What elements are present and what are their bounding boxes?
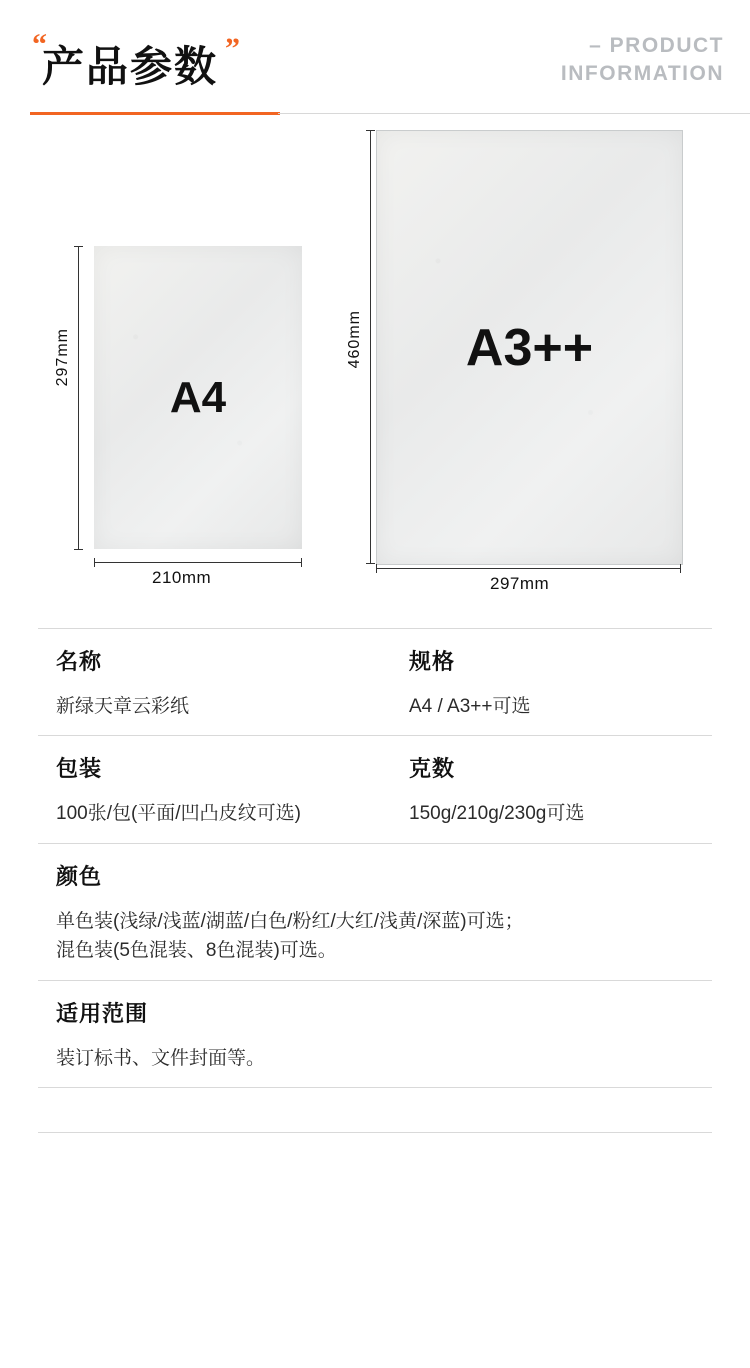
a4-width-dimension-line	[94, 562, 302, 563]
quote-open-mark: “	[32, 28, 47, 61]
page-title: 产品参数	[42, 43, 219, 90]
spec-value: 100张/包(平面/凹凸皮纹可选)	[56, 803, 301, 825]
a4-width-tick-right	[301, 558, 302, 567]
a3-paper-sheet	[376, 130, 683, 565]
spec-cell-weight	[375, 752, 712, 828]
a3-width-label: 297mm	[490, 574, 550, 593]
spec-value: 150g/210g/230g可选	[409, 803, 585, 825]
spec-cell-application	[38, 997, 712, 1073]
spec-label: 名称	[56, 649, 103, 674]
spec-label: 适用范围	[56, 1000, 149, 1026]
spec-row	[38, 980, 712, 1088]
a3-height-tick-top	[366, 130, 375, 131]
spec-table	[0, 628, 750, 1088]
spec-value: 装订标书、文件封面等。	[56, 1047, 266, 1069]
header-divider	[278, 113, 750, 114]
title-accent-underline	[30, 112, 280, 115]
a3-sheet-label: A3++	[465, 318, 594, 377]
spec-row	[38, 628, 712, 735]
a4-height-label: 297mm	[54, 328, 71, 387]
english-subtitle	[561, 32, 724, 89]
spec-label: 克数	[409, 756, 456, 782]
page-header	[0, 0, 750, 128]
spec-value: 新绿天章云彩纸	[56, 696, 190, 717]
a3-width-dimension-line	[376, 568, 681, 569]
bottom-spacer	[0, 1088, 750, 1132]
spec-row	[38, 843, 712, 980]
spec-cell-color	[38, 860, 712, 966]
english-subtitle-line1: – PRODUCT	[589, 34, 724, 57]
spec-value	[56, 907, 712, 966]
spec-cell-packaging	[38, 752, 375, 828]
spec-value-line1: 单色装(浅绿/浅蓝/湖蓝/白色/粉红/大红/浅黄/深蓝)可选；	[56, 910, 524, 932]
a4-height-dimension-line	[78, 246, 79, 549]
a4-sheet-label: A4	[169, 372, 227, 422]
paper-size-diagram	[0, 128, 750, 628]
a3-width-tick-right	[680, 564, 681, 573]
spec-label: 颜色	[56, 863, 103, 889]
a4-width-label: 210mm	[152, 568, 212, 587]
a4-paper-sheet	[94, 246, 302, 549]
a4-height-tick-top	[74, 246, 83, 247]
quote-close-mark: ”	[225, 32, 241, 65]
english-subtitle-line2: INFORMATION	[560, 62, 724, 86]
a3-height-tick-bottom	[366, 563, 375, 564]
spec-cell-size	[375, 645, 712, 721]
spec-label: 包装	[56, 756, 103, 782]
a3-height-dimension-line	[370, 130, 371, 563]
a3-height-label: 460mm	[346, 310, 363, 369]
spec-value: A4 / A3++可选	[409, 696, 531, 717]
spec-label: 规格	[409, 649, 456, 674]
a4-width-tick-left	[94, 558, 95, 567]
spec-row	[38, 735, 712, 842]
a4-height-tick-bottom	[74, 549, 83, 550]
spec-cell-name	[38, 645, 375, 721]
spec-value-line2: 混色装(5色混装、8色混装)可选。	[56, 940, 337, 962]
bottom-divider	[38, 1132, 712, 1133]
a3-width-tick-left	[376, 564, 377, 573]
title-block	[28, 24, 241, 90]
